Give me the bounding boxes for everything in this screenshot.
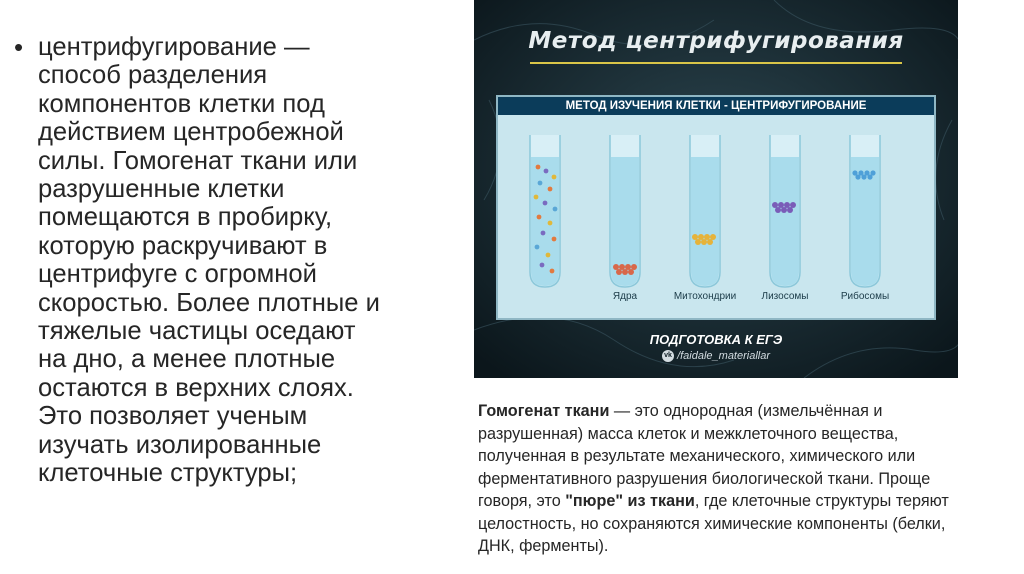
handle-text: /faidale_materiallar xyxy=(677,350,770,362)
panel-header: МЕТОД ИЗУЧЕНИЯ КЛЕТКИ - ЦЕНТРИФУГИРОВАНИЕ xyxy=(498,97,934,115)
tube-ribosomes xyxy=(850,135,880,287)
tube-nuclei xyxy=(610,135,640,287)
caption-part1: — это однородная (измельчённая и разрушенная) масса клеток и межклеточного вещества, полученная в результате механического, химического или ферментативного разрушения биологической ткани. Проще говоря, это xyxy=(478,402,931,510)
tube-label-ribosomes: Рибосомы xyxy=(840,291,890,302)
vk-icon: vk xyxy=(662,350,674,362)
caption-highlight: "пюре" из ткани xyxy=(565,492,695,510)
tube-label-nuclei: Ядра xyxy=(612,291,638,302)
figure-footer: ПОДГОТОВКА К ЕГЭ xyxy=(649,332,783,347)
title-underline xyxy=(530,62,902,64)
tube-label-lysosomes: Лизосомы xyxy=(761,291,809,302)
bullet-marker: • xyxy=(14,32,24,62)
figure-title: Метод центрифугирования xyxy=(528,28,904,54)
caption-paragraph xyxy=(478,400,978,558)
tube-homogenate xyxy=(530,135,560,287)
caption-part2: , где клеточные структуры теряют целостность, но сохраняются химические компоненты (белки, ДНК, ферменты). xyxy=(478,492,949,555)
tube-lysosomes xyxy=(770,135,800,287)
bullet-text: центрифугирование — способ разделения компонентов клетки под действием центробежной силы. Гомогенат ткани или разрушенные клетки помещаются в пробирку, которую раскручивают в центрифуге с огромной скоростью. Более плотные и тяжелые частицы оседают на дно, а менее плотные остаются в верхних слоях. Это позволяет ученым изучать изолированные клеточные структуры; xyxy=(38,33,380,488)
caption-term: Гомогенат ткани xyxy=(478,402,610,420)
centrifugation-figure xyxy=(474,0,958,378)
tubes-panel xyxy=(496,95,936,320)
figure-handle xyxy=(474,350,958,362)
tube-label-mitochondria: Митохондрии xyxy=(673,291,737,302)
tube-mitochondria xyxy=(690,135,720,287)
tubes-drawing xyxy=(498,97,934,318)
